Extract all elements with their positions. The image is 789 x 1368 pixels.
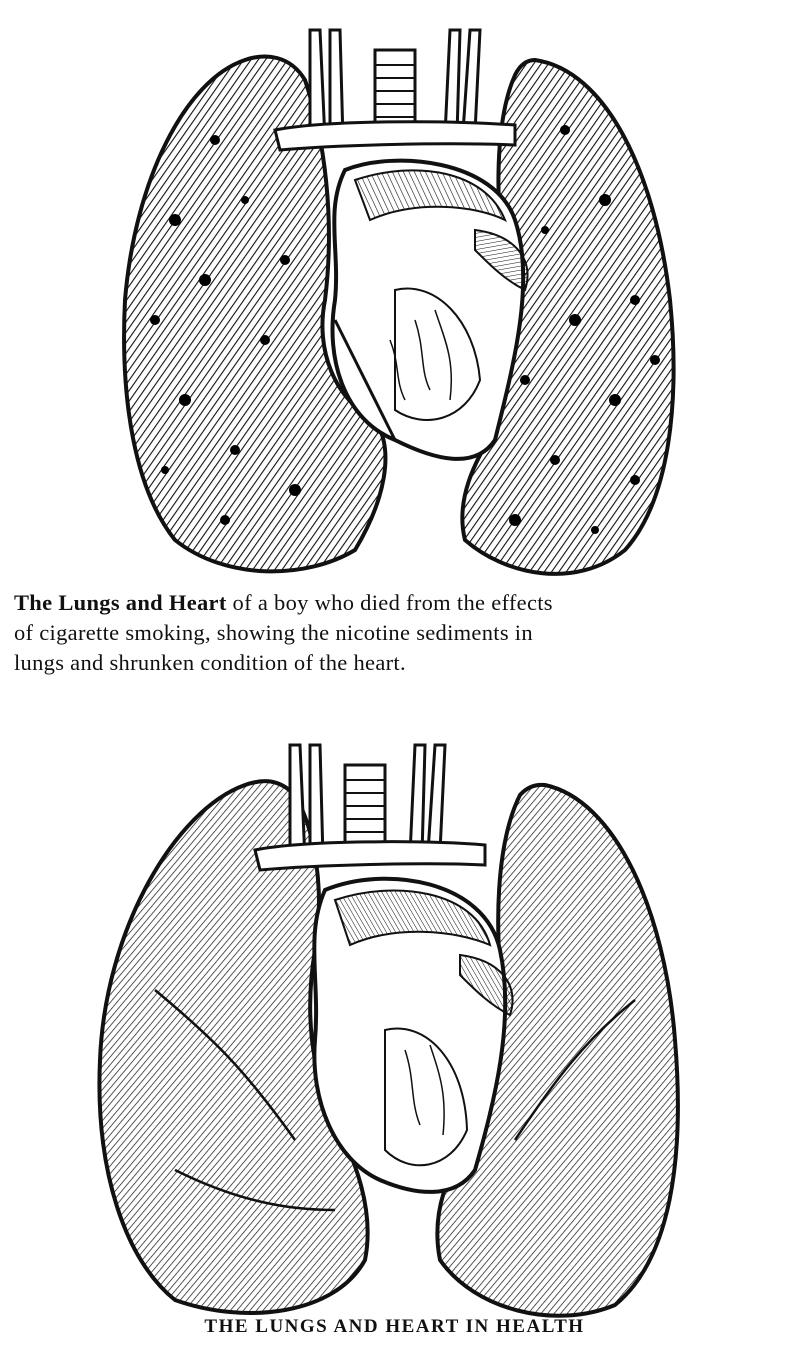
healthy-lungs-illustration — [95, 740, 695, 1325]
caption-line-2: of cigarette smoking, showing the nicotine sediments in — [14, 620, 533, 645]
diseased-lungs-illustration — [95, 20, 695, 590]
caption-line-3: lungs and shrunken condition of the heart. — [14, 650, 406, 675]
diseased-lungs-caption — [14, 588, 784, 678]
caption-bold-title: The Lungs and Heart — [14, 590, 227, 615]
caption-line-1-text: of a boy who died from the effects — [226, 590, 553, 615]
caption-line-1 — [14, 588, 784, 618]
healthy-lungs-caption: THE LUNGS AND HEART IN HEALTH — [204, 1316, 585, 1337]
